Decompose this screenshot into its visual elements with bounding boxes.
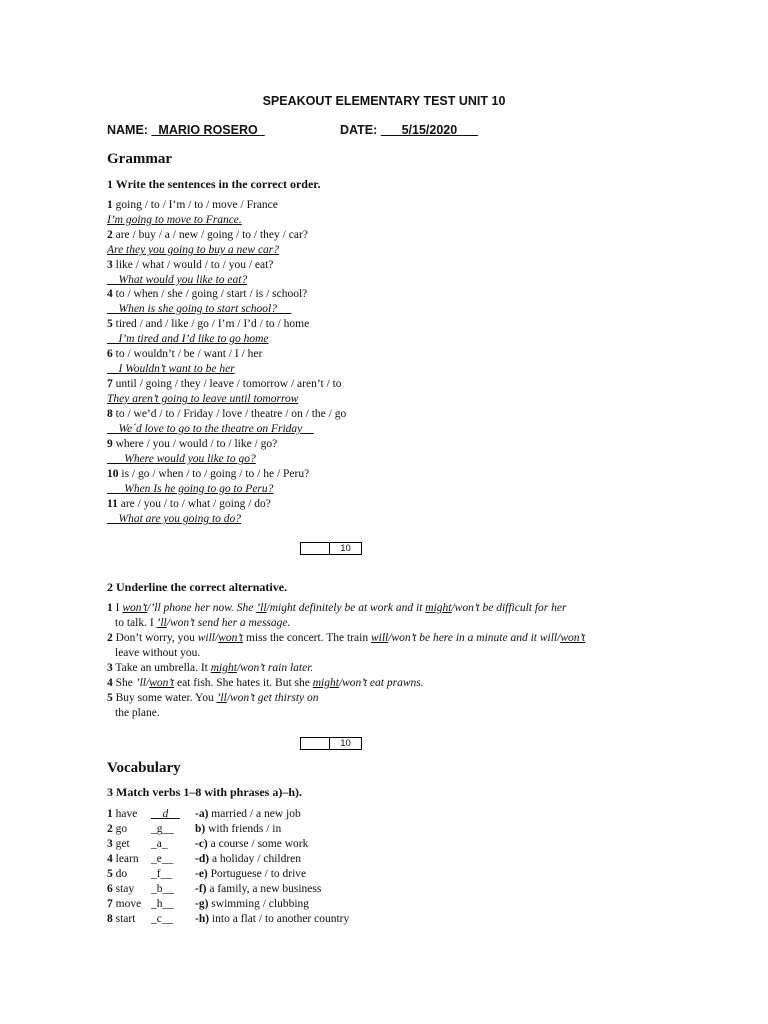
phrase-letter: b) — [195, 823, 206, 835]
phrase-text: swimming / clubbing — [208, 898, 310, 910]
ex1-answer: ___Where would you like to go? — [107, 453, 256, 465]
item-words: going / to / I’m / to / move / France — [115, 199, 278, 211]
phrase-text: a holiday / children — [209, 853, 302, 865]
item-words: where / you / would / to / like / go? — [115, 438, 278, 450]
option-underlined: won’t — [122, 602, 148, 614]
text: will — [539, 632, 558, 644]
date-value: ___5/15/2020___ — [380, 123, 479, 137]
option-underlined: ’ll — [156, 617, 167, 629]
ex1-answer: I’m going to move to France. — [107, 214, 242, 226]
item-number: 1 — [107, 808, 113, 820]
item-number: 3 — [107, 662, 113, 674]
item-number: 5 — [107, 692, 113, 704]
text: miss the concert. The train — [243, 632, 371, 644]
score-blank[interactable] — [301, 738, 330, 749]
item-words: until / going / they / leave / tomorrow / aren’t / to — [115, 378, 342, 390]
verb-text: move — [112, 898, 142, 910]
item-words: is / go / when / to / going / to / he / Peru? — [121, 468, 310, 480]
ex2-line — [107, 662, 313, 674]
item-words: to / when / she / going / start / is / school? — [115, 288, 308, 300]
grammar-heading: Grammar — [107, 151, 172, 167]
ex1-item — [107, 378, 342, 390]
ex1-answer: ___When Is he going to go to Peru? — [107, 483, 274, 495]
text: to talk. I — [115, 617, 157, 629]
ex1-answer: Are they you going to buy a new car? — [107, 244, 280, 256]
item-words: tired / and / like / go / I’m / I’d / to / home — [115, 318, 310, 330]
item-words: to / wouldn’t / be / want / I / her — [115, 348, 263, 360]
text: the plane. — [115, 707, 160, 719]
ex2-line — [107, 602, 566, 614]
ex1-item — [107, 318, 309, 330]
ex1-item — [107, 438, 277, 450]
text: /won’t eat prawns. — [338, 677, 424, 689]
item-number: 4 — [107, 288, 113, 300]
ex1-item — [107, 259, 273, 271]
text: /won’t be difficult for her — [451, 602, 567, 614]
phrase-letter: -g) — [195, 898, 209, 910]
item-number: 10 — [107, 468, 119, 480]
text: / — [145, 677, 150, 689]
match-answer[interactable]: _g__ — [151, 823, 174, 835]
phrase-text: with friends / in — [205, 823, 282, 835]
ex1-answer: __I’m tired and I’d like to go home — [107, 333, 269, 345]
ex1-answer: __I Wouldn’t want to be her — [107, 363, 235, 375]
exercise2-instruction: 2 Underline the correct alternative. — [107, 580, 288, 594]
ex1-item — [107, 348, 262, 360]
ex1-item — [107, 468, 309, 480]
match-verb — [107, 823, 127, 835]
match-verb — [107, 868, 127, 880]
text: /won’t rain later. — [236, 662, 314, 674]
phrase-text: a family, a new business — [206, 883, 322, 895]
match-verb — [107, 808, 137, 820]
vocabulary-heading: Vocabulary — [107, 760, 181, 776]
match-verb — [107, 838, 130, 850]
phrase-text: a course / some work — [207, 838, 309, 850]
match-verb — [107, 913, 135, 925]
phrase-text: into a flat / to another country — [209, 913, 350, 925]
option-underlined: might — [210, 662, 237, 674]
option-underlined: will — [370, 632, 389, 644]
item-number: 6 — [107, 883, 113, 895]
text: ’ll — [135, 677, 146, 689]
match-answer[interactable]: __d__ — [151, 808, 180, 820]
option-underlined: won’t — [149, 677, 175, 689]
verb-text: stay — [112, 883, 135, 895]
match-verb — [107, 853, 139, 865]
item-number: 11 — [107, 498, 118, 510]
option-underlined: ’ll — [216, 692, 227, 704]
item-number: 7 — [107, 378, 113, 390]
verb-text: do — [112, 868, 128, 880]
ex1-answer: They aren’t going to leave until tomorrow — [107, 393, 299, 405]
item-number: 2 — [107, 229, 113, 241]
match-phrase — [195, 808, 301, 820]
ex1-item — [107, 288, 307, 300]
item-number: 8 — [107, 408, 113, 420]
score-blank[interactable] — [301, 543, 330, 554]
text: /won’t be here in a minute and it — [388, 632, 540, 644]
date-label: DATE: — [340, 123, 378, 137]
text: /won’t get thirsty on — [226, 692, 319, 704]
item-number: 2 — [107, 823, 113, 835]
phrase-letter: -h) — [195, 913, 210, 925]
ex1-answer: __When is she going to start school? __ — [107, 303, 292, 315]
item-number: 5 — [107, 868, 113, 880]
text: /’ll phone her now. She — [147, 602, 257, 614]
item-number: 8 — [107, 913, 113, 925]
phrase-letter: -f) — [195, 883, 207, 895]
match-phrase — [195, 868, 306, 880]
date-field — [340, 123, 478, 137]
score-total: 10 — [340, 738, 351, 749]
ex1-answer: __We´d love to go to the theatre on Friday__ — [107, 423, 314, 435]
text: /might definitely be at work and it — [266, 602, 426, 614]
score-box — [300, 737, 362, 750]
item-words: are / you / to / what / going / do? — [120, 498, 271, 510]
ex2-line — [115, 617, 290, 629]
text: She — [112, 677, 136, 689]
item-words: to / we’d / to / Friday / love / theatre / on / the / go — [115, 408, 347, 420]
item-words: are / buy / a / new / going / to / they / car? — [115, 229, 308, 241]
verb-text: learn — [112, 853, 139, 865]
ex2-line — [107, 692, 319, 704]
match-phrase — [195, 883, 321, 895]
match-phrase — [195, 898, 309, 910]
text: Buy some water. You — [112, 692, 217, 704]
match-answer[interactable]: _b__ — [151, 883, 174, 895]
option-underlined: won’t — [218, 632, 244, 644]
match-verb — [107, 898, 141, 910]
option-underlined: might — [425, 602, 452, 614]
item-number: 3 — [107, 259, 113, 271]
ex1-answer: __What are you going to do? — [107, 513, 242, 525]
item-number: 1 — [107, 602, 113, 614]
name-value: _MARIO ROSERO_ — [151, 123, 265, 137]
ex1-item — [107, 498, 271, 510]
verb-text: start — [112, 913, 136, 925]
match-phrase — [195, 913, 349, 925]
match-phrase — [195, 838, 308, 850]
item-number: 4 — [107, 677, 113, 689]
phrase-letter: -e) — [195, 868, 208, 880]
option-underlined: ’ll — [256, 602, 267, 614]
match-answer[interactable]: _c__ — [151, 913, 174, 925]
exercise1-instruction: 1 Write the sentences in the correct order. — [107, 177, 321, 191]
ex1-item — [107, 229, 308, 241]
text: leave without you. — [115, 647, 201, 659]
item-number: 7 — [107, 898, 113, 910]
ex2-line — [107, 677, 424, 689]
ex1-item — [107, 199, 278, 211]
match-answer[interactable]: _f__ — [151, 868, 173, 880]
verb-text: get — [112, 838, 130, 850]
verb-text: go — [112, 823, 128, 835]
ex2-line — [115, 647, 200, 659]
score-total: 10 — [340, 543, 351, 554]
text: / — [214, 632, 219, 644]
item-number: 5 — [107, 318, 113, 330]
phrase-letter: -c) — [195, 838, 208, 850]
name-date-row — [107, 123, 707, 137]
match-verb — [107, 883, 134, 895]
option-underlined: might — [312, 677, 339, 689]
text: will — [197, 632, 215, 644]
match-answer[interactable]: _e__ — [151, 853, 174, 865]
text: Take an umbrella. It — [112, 662, 211, 674]
ex1-answer: __What would you like to eat? — [107, 274, 248, 286]
match-phrase — [195, 853, 301, 865]
text: eat fish. She hates it. But she — [174, 677, 313, 689]
phrase-letter: -a) — [195, 808, 209, 820]
item-number: 1 — [107, 199, 113, 211]
phrase-text: Portuguese / to drive — [207, 868, 307, 880]
ex2-line — [115, 707, 160, 719]
ex1-item — [107, 408, 346, 420]
text: / — [557, 632, 561, 644]
score-box — [300, 542, 362, 555]
item-number: 6 — [107, 348, 113, 360]
page-title: SPEAKOUT ELEMENTARY TEST UNIT 10 — [262, 94, 506, 108]
item-number: 9 — [107, 438, 113, 450]
text: /won’t send her a message. — [166, 617, 291, 629]
item-number: 4 — [107, 853, 113, 865]
verb-text: have — [112, 808, 138, 820]
phrase-text: married / a new job — [208, 808, 301, 820]
exercise3-instruction: 3 Match verbs 1–8 with phrases a)–h). — [107, 785, 302, 799]
ex2-line — [107, 632, 585, 644]
text: Don’t worry, you — [112, 632, 198, 644]
item-words: like / what / would / to / you / eat? — [115, 259, 274, 271]
item-number: 3 — [107, 838, 113, 850]
item-number: 2 — [107, 632, 113, 644]
match-answer[interactable]: _a_ — [151, 838, 168, 850]
name-label: NAME: — [107, 123, 148, 137]
text: I — [112, 602, 123, 614]
match-answer[interactable]: _h__ — [151, 898, 174, 910]
option-underlined: won’t — [560, 632, 586, 644]
phrase-letter: -d) — [195, 853, 210, 865]
match-phrase — [195, 823, 281, 835]
